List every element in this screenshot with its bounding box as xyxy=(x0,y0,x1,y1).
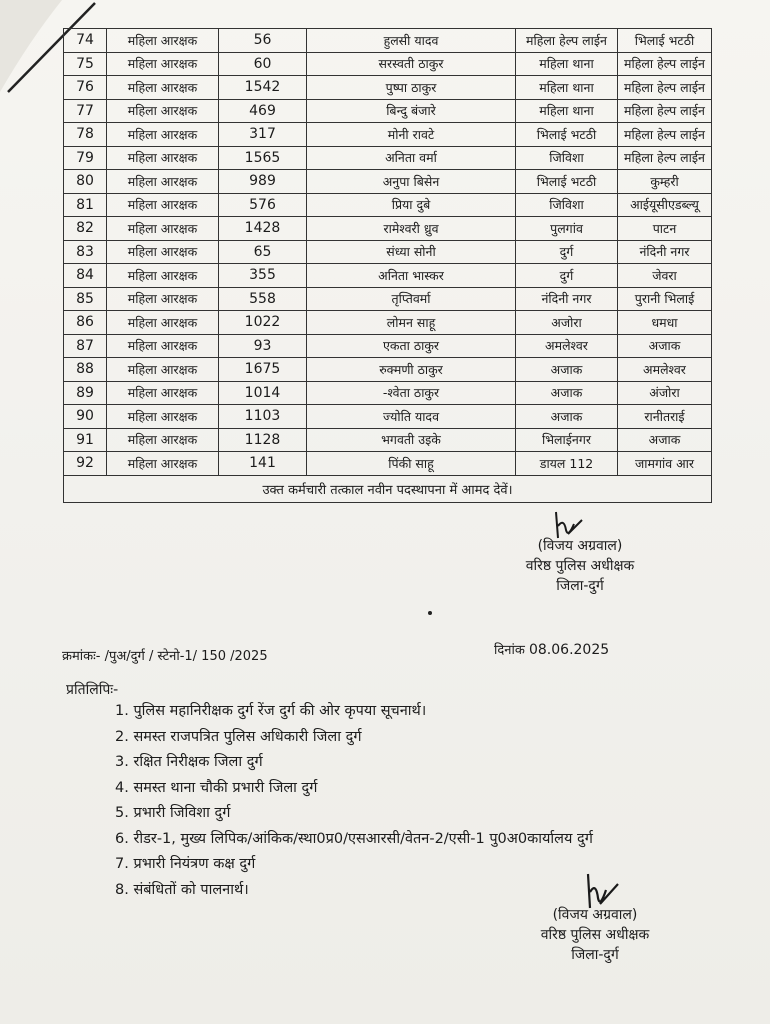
from-posting-cell: अजाक xyxy=(516,381,618,405)
from-posting-cell: डायल 112 xyxy=(516,452,618,476)
badge-number-cell: 56 xyxy=(219,29,307,53)
copy-list-item: 6. रीडर-1, मुख्य लिपिक/आंकिक/स्था0प्र0/एसआरसी/वेतन-2/एसी-1 पु0अ0कार्यालय दुर्ग xyxy=(115,830,593,847)
order-number xyxy=(62,646,268,664)
badge-number-cell: 93 xyxy=(219,334,307,358)
to-posting-cell: अजाक xyxy=(618,428,712,452)
employee-name-cell: पुष्पा ठाकुर xyxy=(307,76,516,100)
officer-district-1: जिला-दुर्ग xyxy=(556,578,604,594)
serial-number-cell: 92 xyxy=(64,452,107,476)
rank-cell: महिला आरक्षक xyxy=(107,217,219,241)
from-posting-cell: महिला थाना xyxy=(516,76,618,100)
date-value: 08.06.2025 xyxy=(528,642,610,658)
serial-number-cell: 89 xyxy=(64,381,107,405)
table-row xyxy=(64,287,712,311)
from-posting-cell: पुलगांव xyxy=(516,217,618,241)
table-row xyxy=(64,358,712,382)
to-posting-cell: पुरानी भिलाई xyxy=(618,287,712,311)
copy-list-item: 7. प्रभारी नियंत्रण कक्ष दुर्ग xyxy=(115,856,256,872)
employee-name-cell: -श्वेता ठाकुर xyxy=(307,381,516,405)
from-posting-cell: नंदिनी नगर xyxy=(516,287,618,311)
to-posting-cell: महिला हेल्प लाईन xyxy=(618,123,712,147)
serial-number-cell: 88 xyxy=(64,358,107,382)
rank-cell: महिला आरक्षक xyxy=(107,334,219,358)
table-row xyxy=(64,123,712,147)
employee-name-cell: अनुपा बिसेन xyxy=(307,170,516,194)
rank-cell: महिला आरक्षक xyxy=(107,311,219,335)
serial-number-cell: 90 xyxy=(64,405,107,429)
from-posting-cell: जिविशा xyxy=(516,146,618,170)
to-posting-cell: धमधा xyxy=(618,311,712,335)
badge-number-cell: 1428 xyxy=(219,217,307,241)
badge-number-cell: 1565 xyxy=(219,146,307,170)
rank-cell: महिला आरक्षक xyxy=(107,287,219,311)
employee-name-cell: ज्योति यादव xyxy=(307,405,516,429)
to-posting-cell: रानीतराई xyxy=(618,405,712,429)
table-row xyxy=(64,428,712,452)
transfer-table xyxy=(63,28,712,503)
copy-list-item: 1. पुलिस महानिरीक्षक दुर्ग रेंज दुर्ग की ओर कृपया सूचनार्थ। xyxy=(115,703,427,719)
officer-designation-2: वरिष्ठ पुलिस अधीक्षक xyxy=(540,927,650,943)
employee-name-cell: सरस्वती ठाकुर xyxy=(307,52,516,76)
from-posting-cell: भिलाईनगर xyxy=(516,428,618,452)
rank-cell: महिला आरक्षक xyxy=(107,452,219,476)
table-row xyxy=(64,264,712,288)
officer-name-2: (विजय अग्रवाल) xyxy=(552,907,638,923)
employee-name-cell: एकता ठाकुर xyxy=(307,334,516,358)
to-posting-cell: पाटन xyxy=(618,217,712,241)
serial-number-cell: 84 xyxy=(64,264,107,288)
badge-number-cell: 1014 xyxy=(219,381,307,405)
employee-name-cell: भगवती उइके xyxy=(307,428,516,452)
to-posting-cell: जेवरा xyxy=(618,264,712,288)
copy-list-item: 2. समस्त राजपत्रित पुलिस अधिकारी जिला दुर्ग xyxy=(115,728,362,745)
copy-list-item: 5. प्रभारी जिविशा दुर्ग xyxy=(115,805,231,821)
officer-designation-1: वरिष्ठ पुलिस अधीक्षक xyxy=(525,558,635,574)
employee-name-cell: अनिता वर्मा xyxy=(307,146,516,170)
employee-name-cell: संध्या सोनी xyxy=(307,240,516,264)
transfer-table-body xyxy=(64,29,712,476)
from-posting-cell: महिला थाना xyxy=(516,52,618,76)
order-date xyxy=(494,640,609,658)
serial-number-cell: 74 xyxy=(64,29,107,53)
order-prefix: क्रमांकः- xyxy=(62,649,101,664)
badge-number-cell: 1103 xyxy=(219,405,307,429)
serial-number-cell: 87 xyxy=(64,334,107,358)
rank-cell: महिला आरक्षक xyxy=(107,405,219,429)
to-posting-cell: अंजोरा xyxy=(618,381,712,405)
from-posting-cell: दुर्ग xyxy=(516,264,618,288)
badge-number-cell: 141 xyxy=(219,452,307,476)
to-posting-cell: महिला हेल्प लाईन xyxy=(618,146,712,170)
employee-name-cell: पिंकी साहू xyxy=(307,452,516,476)
badge-number-cell: 1675 xyxy=(219,358,307,382)
badge-number-cell: 576 xyxy=(219,193,307,217)
table-row xyxy=(64,311,712,335)
table-row xyxy=(64,334,712,358)
rank-cell: महिला आरक्षक xyxy=(107,123,219,147)
to-posting-cell: आईयूसीएडब्ल्यू xyxy=(618,193,712,217)
serial-number-cell: 79 xyxy=(64,146,107,170)
table-row xyxy=(64,381,712,405)
badge-number-cell: 1542 xyxy=(219,76,307,100)
rank-cell: महिला आरक्षक xyxy=(107,428,219,452)
serial-number-cell: 85 xyxy=(64,287,107,311)
copy-list xyxy=(115,699,593,903)
from-posting-cell: अजोरा xyxy=(516,311,618,335)
copy-list-item: 4. समस्त थाना चौकी प्रभारी जिला दुर्ग xyxy=(115,779,318,796)
serial-number-cell: 86 xyxy=(64,311,107,335)
from-posting-cell: महिला थाना xyxy=(516,99,618,123)
from-posting-cell: जिविशा xyxy=(516,193,618,217)
ink-dot xyxy=(428,611,432,615)
serial-number-cell: 83 xyxy=(64,240,107,264)
table-row xyxy=(64,76,712,100)
serial-number-cell: 76 xyxy=(64,76,107,100)
copy-list-item: 8. संबंधितों को पालनार्थ। xyxy=(115,881,249,898)
to-posting-cell: महिला हेल्प लाईन xyxy=(618,99,712,123)
rank-cell: महिला आरक्षक xyxy=(107,264,219,288)
rank-cell: महिला आरक्षक xyxy=(107,358,219,382)
table-row xyxy=(64,146,712,170)
to-posting-cell: नंदिनी नगर xyxy=(618,240,712,264)
serial-number-cell: 77 xyxy=(64,99,107,123)
badge-number-cell: 1022 xyxy=(219,311,307,335)
table-row xyxy=(64,217,712,241)
from-posting-cell: भिलाई भटठी xyxy=(516,170,618,194)
officer-district-2: जिला-दुर्ग xyxy=(571,947,619,963)
employee-name-cell: बिन्दु बंजारे xyxy=(307,99,516,123)
date-label: दिनांक xyxy=(494,643,525,658)
serial-number-cell: 91 xyxy=(64,428,107,452)
badge-number-cell: 317 xyxy=(219,123,307,147)
table-note-row xyxy=(64,475,712,502)
signature-block-2 xyxy=(520,905,670,965)
to-posting-cell: अजाक xyxy=(618,334,712,358)
table-row xyxy=(64,452,712,476)
copy-label: प्रतिलिपिः- xyxy=(66,682,119,698)
from-posting-cell: भिलाई भटठी xyxy=(516,123,618,147)
table-row xyxy=(64,405,712,429)
employee-name-cell: रामेश्वरी ध्रुव xyxy=(307,217,516,241)
employee-name-cell: प्रिया दुबे xyxy=(307,193,516,217)
table-row xyxy=(64,29,712,53)
to-posting-cell: भिलाई भटठी xyxy=(618,29,712,53)
to-posting-cell: महिला हेल्प लाईन xyxy=(618,76,712,100)
serial-number-cell: 82 xyxy=(64,217,107,241)
employee-name-cell: अनिता भास्कर xyxy=(307,264,516,288)
badge-number-cell: 60 xyxy=(219,52,307,76)
from-posting-cell: महिला हेल्प लाईन xyxy=(516,29,618,53)
table-note: उक्त कर्मचारी तत्काल नवीन पदस्थापना में आमद देवें। xyxy=(64,475,712,502)
employee-name-cell: तृप्तिवर्मा xyxy=(307,287,516,311)
rank-cell: महिला आरक्षक xyxy=(107,99,219,123)
badge-number-cell: 989 xyxy=(219,170,307,194)
employee-name-cell: हुलसी यादव xyxy=(307,29,516,53)
officer-name-1: (विजय अग्रवाल) xyxy=(537,538,623,554)
rank-cell: महिला आरक्षक xyxy=(107,193,219,217)
employee-name-cell: मोनी रावटे xyxy=(307,123,516,147)
rank-cell: महिला आरक्षक xyxy=(107,381,219,405)
signature-block-1 xyxy=(510,536,650,596)
serial-number-cell: 81 xyxy=(64,193,107,217)
badge-number-cell: 558 xyxy=(219,287,307,311)
rank-cell: महिला आरक्षक xyxy=(107,29,219,53)
to-posting-cell: महिला हेल्प लाईन xyxy=(618,52,712,76)
copy-list-item: 3. रक्षित निरीक्षक जिला दुर्ग xyxy=(115,754,263,770)
from-posting-cell: अजाक xyxy=(516,405,618,429)
to-posting-cell: जामगांव आर xyxy=(618,452,712,476)
badge-number-cell: 355 xyxy=(219,264,307,288)
table-row xyxy=(64,52,712,76)
rank-cell: महिला आरक्षक xyxy=(107,76,219,100)
employee-name-cell: लोमन साहू xyxy=(307,311,516,335)
order-text: /पुअ/दुर्ग / स्टेनो-1/ 150 /2025 xyxy=(104,649,268,664)
table-row xyxy=(64,99,712,123)
from-posting-cell: दुर्ग xyxy=(516,240,618,264)
badge-number-cell: 469 xyxy=(219,99,307,123)
rank-cell: महिला आरक्षक xyxy=(107,240,219,264)
serial-number-cell: 80 xyxy=(64,170,107,194)
from-posting-cell: अजाक xyxy=(516,358,618,382)
table-row xyxy=(64,170,712,194)
employee-name-cell: रुक्मणी ठाकुर xyxy=(307,358,516,382)
table-row xyxy=(64,193,712,217)
serial-number-cell: 75 xyxy=(64,52,107,76)
rank-cell: महिला आरक्षक xyxy=(107,170,219,194)
badge-number-cell: 1128 xyxy=(219,428,307,452)
table-row xyxy=(64,240,712,264)
rank-cell: महिला आरक्षक xyxy=(107,146,219,170)
serial-number-cell: 78 xyxy=(64,123,107,147)
from-posting-cell: अमलेश्वर xyxy=(516,334,618,358)
to-posting-cell: अमलेश्वर xyxy=(618,358,712,382)
to-posting-cell: कुम्हरी xyxy=(618,170,712,194)
rank-cell: महिला आरक्षक xyxy=(107,52,219,76)
badge-number-cell: 65 xyxy=(219,240,307,264)
